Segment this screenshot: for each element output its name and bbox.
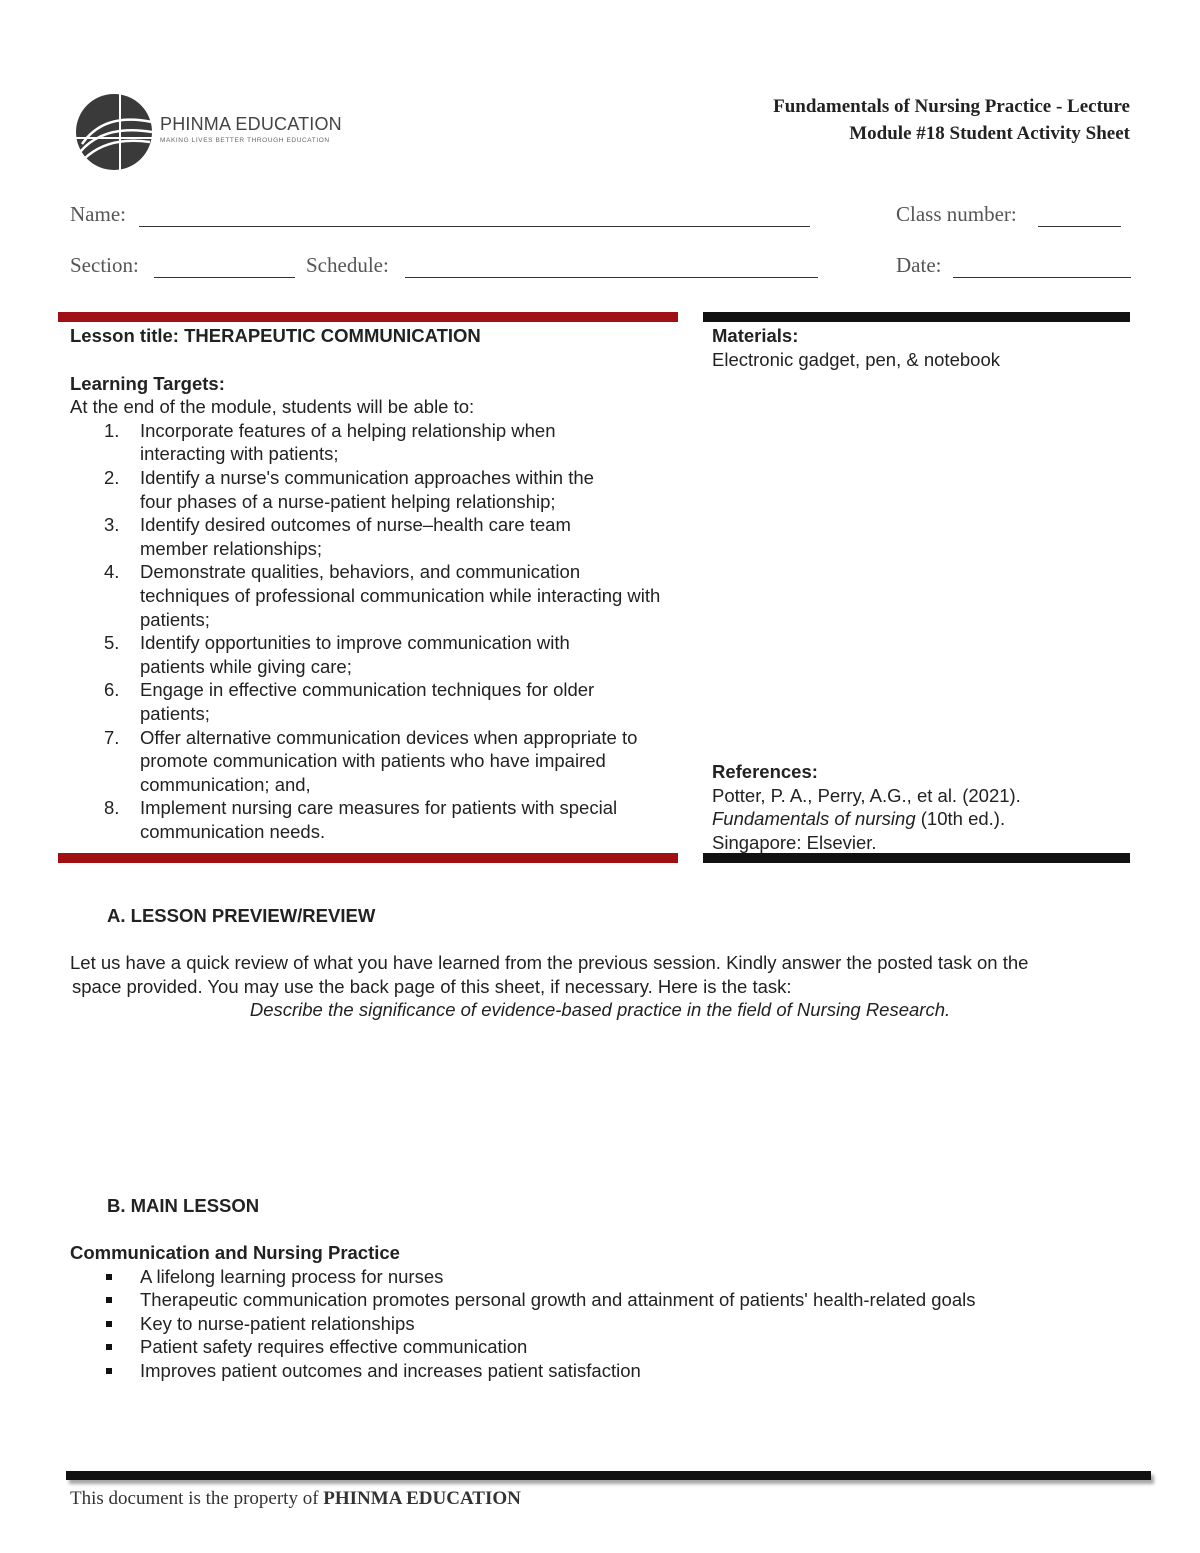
list-item: 2. Identify a nurse's communication approaches within the four phases of a nurse-patient helping relationship;	[104, 466, 594, 512]
date-label: Date:	[896, 253, 942, 277]
section-a-instructions: Let us have a quick review of what you have learned from the previous session. Kindly answer the posted task on the space provided. You may use the back page of this sheet, if necessary. Here is the task:	[70, 952, 1029, 997]
section-a-heading: A. LESSON PREVIEW/REVIEW	[107, 905, 376, 926]
list-item: 7. Offer alternative communication devices when appropriate to promote communication with patients who have impaired communication; and,	[104, 726, 638, 795]
logo-name: PHINMA EDUCATION	[160, 114, 342, 134]
reference-line-3: Singapore: Elsevier.	[712, 831, 877, 853]
footer-bar	[66, 1471, 1151, 1480]
materials-top-bar	[703, 312, 1130, 322]
list-item: Improves patient outcomes and increases patient satisfaction	[70, 1359, 1130, 1383]
list-item: 4. Demonstrate qualities, behaviors, and communication techniques of professional communication while interacting with patients;	[104, 561, 661, 630]
materials-heading: Materials:	[712, 325, 799, 346]
list-item: 3. Identify desired outcomes of nurse–health care team member relationships;	[104, 514, 571, 559]
references-heading: References:	[712, 761, 818, 782]
section-b-heading: B. MAIN LESSON	[107, 1195, 260, 1216]
list-item: Patient safety requires effective communication	[70, 1335, 1130, 1359]
list-item: 6. Engage in effective communication techniques for older patients;	[104, 679, 595, 724]
learning-targets-list	[70, 419, 670, 844]
main-lesson-content	[70, 1241, 1130, 1383]
schedule-label: Schedule:	[306, 253, 389, 277]
name-label: Name:	[70, 202, 126, 226]
reference-line-2: Fundamentals of nursing (10th ed.).	[712, 808, 1006, 830]
references-panel	[712, 760, 1122, 854]
lesson-panel	[70, 324, 670, 843]
course-title: Fundamentals of Nursing Practice - Lecture	[773, 96, 1130, 117]
date-field[interactable]	[953, 277, 1131, 278]
logo-tagline: MAKING LIVES BETTER THROUGH EDUCATION	[160, 137, 330, 144]
materials-panel	[712, 324, 1122, 371]
module-title: Module #18 Student Activity Sheet	[849, 123, 1130, 144]
communication-bullets	[70, 1265, 1130, 1383]
section-field[interactable]	[154, 277, 295, 278]
section-label: Section:	[70, 253, 139, 277]
section-a-task: Describe the significance of evidence-based practice in the field of Nursing Research.	[249, 999, 951, 1020]
list-item: 8. Implement nursing care measures for patients with special communication needs.	[104, 797, 618, 842]
class-number-field[interactable]	[1038, 226, 1121, 227]
communication-subheading: Communication and Nursing Practice	[70, 1242, 400, 1263]
materials-text: Electronic gadget, pen, & notebook	[712, 348, 1000, 370]
lesson-top-bar	[58, 312, 678, 322]
reference-line-1: Potter, P. A., Perry, A.G., et al. (2021).	[712, 784, 1021, 806]
list-item: 1. Incorporate features of a helping relationship when interacting with patients;	[104, 419, 556, 465]
class-number-label: Class number:	[896, 202, 1017, 226]
lesson-title: Lesson title: THERAPEUTIC COMMUNICATION	[70, 325, 481, 346]
footer-text: This document is the property of PHINMA EDUCATION	[70, 1488, 521, 1509]
schedule-field[interactable]	[405, 277, 818, 278]
learning-targets-intro: At the end of the module, students will be able to:	[70, 396, 475, 418]
learning-targets-heading: Learning Targets:	[70, 372, 225, 394]
lesson-bottom-bar	[58, 853, 678, 863]
materials-bottom-bar	[703, 853, 1130, 863]
list-item: 5. Identify opportunities to improve communication with patients while giving care;	[104, 632, 570, 677]
name-field[interactable]	[139, 226, 810, 227]
list-item: A lifelong learning process for nurses	[70, 1265, 1130, 1289]
list-item: Key to nurse-patient relationships	[70, 1312, 1130, 1336]
list-item: Therapeutic communication promotes personal growth and attainment of patients' health-related goals	[70, 1288, 1130, 1312]
